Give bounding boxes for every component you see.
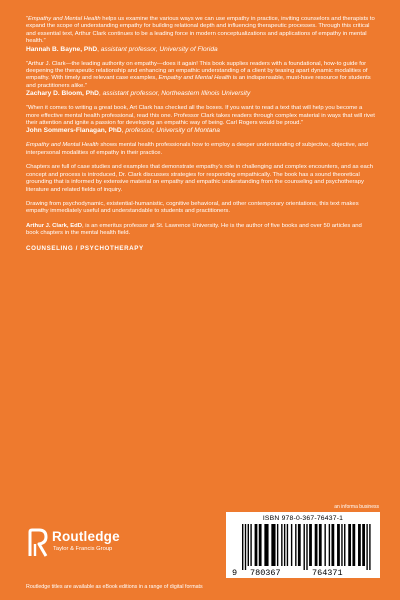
- barcode-guard-bar: [366, 524, 367, 570]
- endorsement-attribution: [26, 127, 376, 135]
- endorsement-quote: [26, 61, 376, 91]
- barcode-bar: [287, 524, 288, 566]
- italic-text: Empathy and Mental Health: [158, 75, 232, 82]
- italic-text: Empathy and Mental Health: [26, 142, 99, 149]
- barcode-bar: [291, 524, 292, 566]
- routledge-logo-icon: [26, 528, 48, 558]
- author-bio-text: , is an emeritus professor at St. Lawrence University. He is the author of five books and over 50 articles and book chapters in the mental health field.: [26, 222, 362, 237]
- barcode-bar: [344, 524, 345, 566]
- barcode-bar: [331, 524, 334, 566]
- description-paragraph: [26, 201, 376, 216]
- isbn-label: ISBN 978-0-367-76437-1: [262, 515, 344, 522]
- cover-text: [26, 16, 376, 252]
- barcode-bar: [284, 524, 285, 566]
- author-bio: [26, 223, 376, 238]
- barcode-panel: [226, 512, 380, 578]
- barcode-bar: [352, 524, 355, 566]
- endorser-name: John Sommers-Flanagan, PhD: [26, 127, 122, 135]
- endorsement-quote: [26, 105, 376, 127]
- barcode-bar: [319, 524, 322, 566]
- barcode-bar: [255, 524, 258, 566]
- barcode-bar: [315, 524, 318, 566]
- endorsements: [26, 16, 376, 135]
- italic-text: Empathy and Mental Health: [27, 16, 101, 22]
- barcode-bar: [295, 524, 296, 566]
- endorsement-attribution: [26, 46, 376, 54]
- text-run: Chapters are full of case studies and examples that demonstrate empathy’s role in challenging and complex encounters, and as each concept and process is introduced, Dr. Clark discusses strategies for responding empathically. The book has a sound theoretical grounding that is informed by extensive material on empathy and empathic understanding from the counseling and psychotherapy literature and related fields of inquiry.: [26, 164, 373, 193]
- description-paragraph: [26, 142, 376, 157]
- barcode-digits: 780367: [250, 568, 281, 578]
- barcode-bar: [309, 524, 312, 566]
- barcode-bar: [324, 524, 325, 566]
- barcode-bar: [281, 524, 282, 566]
- barcode-bar: [298, 524, 301, 566]
- barcode-image: [226, 512, 380, 578]
- barcode-bar: [362, 524, 365, 566]
- publisher-logo: [26, 526, 146, 562]
- barcode-guard-bar: [369, 524, 370, 570]
- barcode-guard-bar: [245, 524, 246, 570]
- barcode-bar: [264, 524, 268, 566]
- endorser-name: Hannah B. Bayne, PhD: [26, 45, 98, 53]
- barcode-bar: [250, 524, 251, 566]
- barcode-digits: 764371: [312, 568, 343, 578]
- informa-label: an informa business: [334, 504, 379, 510]
- endorser-role: professor, University of Montana: [125, 127, 220, 135]
- description: [26, 142, 376, 215]
- ebook-note: Routledge titles are available as eBook editions in a range of digital formats: [26, 584, 203, 590]
- text-run: Drawing from psychodynamic, existential-humanistic, cognitive behavioral, and other contemporary orientations, this text makes empathy immediately useful and understandable to students and practitioners.: [26, 200, 359, 215]
- barcode-bar: [358, 524, 361, 566]
- barcode-bar: [271, 524, 275, 566]
- text-run: is an indispensable, must-have resource for students and practitioners alike.”: [26, 75, 371, 89]
- barcode-bar: [248, 524, 249, 566]
- barcode-bar: [341, 524, 342, 566]
- barcode-guard-bar: [304, 524, 305, 570]
- text-run: “When it comes to writing a great book, Art Clark has checked all the boxes. If you want to read a text that will help you become a more effective mental health professional, read this one. Professor Clark takes readers through complex material in ways that will rivet their attention and ignite a passion for developing an empathic way of being. Carl Rogers would be proud.”: [26, 105, 375, 127]
- barcode-bar: [348, 524, 351, 566]
- endorser-role: assistant professor, Northeastern Illinois University: [102, 90, 251, 98]
- separator: ,: [98, 90, 103, 98]
- text-run: “: [26, 16, 28, 22]
- text-run: shows mental health professionals how to employ a deeper understanding of subjective, objective, and interpersonal modalities of empathy in their practice.: [26, 142, 368, 156]
- text-run: helps us examine the various ways we can use empathy in practice, inviting counselors and therapists to expand the scope of understanding empathy for building relational depth and influencing therapeutic processes. Through this critical and essential text, Arthur Clark continues to be a leading force in modern conceptualizations and applications of empathy in mental health.”: [26, 16, 375, 45]
- endorsement-quote: [26, 16, 376, 46]
- endorser-name: Zachary D. Bloom, PhD: [26, 90, 99, 98]
- publisher-group: Taylor & Francis Group: [53, 546, 113, 552]
- isbn-barcode-block: [226, 504, 380, 578]
- separator: ,: [121, 127, 126, 135]
- barcode-bar: [277, 524, 278, 566]
- barcode-bar: [259, 524, 262, 566]
- category-label: COUNSELING / PSYCHOTHERAPY: [26, 244, 144, 252]
- barcode-guard-bar: [306, 524, 307, 570]
- separator: ,: [97, 45, 101, 53]
- author-name: Arthur J. Clark, EdD: [26, 222, 82, 229]
- endorsement-attribution: [26, 90, 376, 98]
- barcode-bar: [337, 524, 340, 566]
- description-paragraph: [26, 164, 376, 194]
- publisher-name: Routledge: [52, 529, 120, 544]
- endorser-role: assistant professor, University of Florida: [100, 45, 218, 53]
- text-run: “Arthur J. Clark—the leading authority on empathy—does it again! This book supplies readers with a foundational, how-to guide for deepening the therapeutic relationship and enhancing an empathic understanding of a client by teasing apart dynamic modalities of empathy. With timely and relevant case examples,: [26, 60, 368, 82]
- barcode-digits: 9: [232, 568, 238, 578]
- barcode-bar: [329, 524, 330, 566]
- barcode-guard-bar: [242, 524, 243, 570]
